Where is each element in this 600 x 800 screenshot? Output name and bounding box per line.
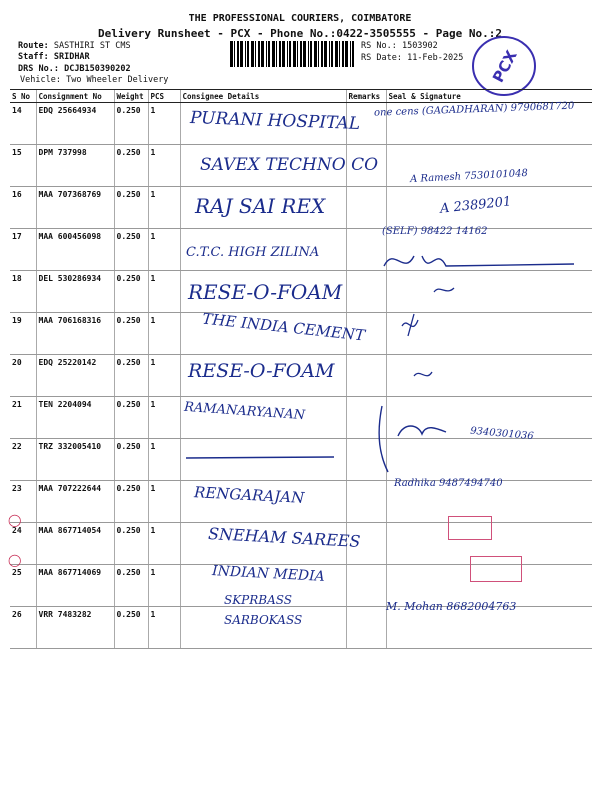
barcode-bar [282, 41, 285, 67]
consignee-23: RENGARAJAN [193, 483, 305, 507]
consignment-cell: MAA 706168316 [36, 313, 114, 355]
signature-14: one cens (GAGADHARAN) 9790681720 [373, 100, 575, 119]
col-signature: Seal & Signature [386, 90, 592, 103]
consignee-26: SKPRBASS SARBOKASS [224, 593, 303, 627]
consignment-cell: TRZ 332005410 [36, 439, 114, 481]
barcode-bar [300, 41, 302, 67]
consignment-cell: MAA 707222644 [36, 481, 114, 523]
pcs-cell: 1 [148, 355, 180, 397]
route-line: Route: SASTHIRI ST CMS [18, 41, 131, 51]
weight-cell: 0.250 [114, 565, 148, 607]
signature-26: M. Mohan 8682004763 [386, 600, 517, 613]
barcode-bar [276, 41, 277, 67]
col-sno: S No [10, 90, 36, 103]
consignee-22-scribble [184, 444, 344, 464]
barcode-bar [324, 41, 327, 67]
weight-cell: 0.250 [114, 439, 148, 481]
barcode-bar [258, 41, 260, 67]
consignment-cell: VRR 7483282 [36, 607, 114, 649]
consignment-cell: EDQ 25664934 [36, 103, 114, 145]
barcode [230, 41, 356, 67]
svg-text:PCX: PCX [489, 47, 521, 86]
runsheet-title: Delivery Runsheet - PCX - Phone No.:0422-3505555 - Page No.:2 [98, 27, 502, 40]
sno-cell: 15 [10, 145, 36, 187]
pcs-cell: 1 [148, 523, 180, 565]
weight-cell: 0.250 [114, 397, 148, 439]
weight-cell: 0.250 [114, 187, 148, 229]
weight-cell: 0.250 [114, 607, 148, 649]
col-consignee: Consignee Details [180, 90, 346, 103]
consignee-25: INDIAN MEDIA [211, 563, 326, 585]
company-name: THE PROFESSIONAL COURIERS, COIMBATORE [188, 13, 412, 24]
barcode-bar [237, 41, 239, 67]
barcode-bar [272, 41, 275, 67]
sno-cell: 24 [10, 523, 36, 565]
sno-cell: 17 [10, 229, 36, 271]
remarks-cell [346, 565, 386, 607]
consignee-17: C.T.C. HIGH ZILINA [186, 245, 320, 260]
consignee-18: RESE-O-FOAM [188, 280, 343, 304]
barcode-bar [245, 41, 246, 67]
barcode-bar [303, 41, 306, 67]
barcode-bar [297, 41, 298, 67]
weight-cell: 0.250 [114, 145, 148, 187]
pcs-cell: 1 [148, 187, 180, 229]
pcs-cell: 1 [148, 271, 180, 313]
signature-23: Radhika 9487494740 [394, 478, 503, 489]
barcode-bar [266, 41, 267, 67]
pcs-cell: 1 [148, 439, 180, 481]
barcode-bar [308, 41, 309, 67]
consignment-cell: EDQ 25220142 [36, 355, 114, 397]
pcs-cell: 1 [148, 607, 180, 649]
circle-mark-24: ◯ [8, 513, 22, 527]
barcode-bar [352, 41, 354, 67]
barcode-bar [339, 41, 340, 67]
sno-cell: 18 [10, 271, 36, 313]
weight-cell: 0.250 [114, 481, 148, 523]
weight-cell: 0.250 [114, 313, 148, 355]
circle-mark-25: ◯ [8, 553, 22, 567]
barcode-bar [268, 41, 270, 67]
barcode-bar [314, 41, 317, 67]
consignment-cell: MAA 867714069 [36, 565, 114, 607]
barcode-bar [293, 41, 296, 67]
barcode-bar [279, 41, 281, 67]
consignee-20: RESE-O-FOAM [188, 360, 335, 382]
weight-cell: 0.250 [114, 271, 148, 313]
consignee-21: RAMANARYANAN [183, 399, 306, 424]
sno-cell: 25 [10, 565, 36, 607]
consignee-15: SAVEX TECHNO CO [200, 155, 379, 175]
barcode-bar [287, 41, 288, 67]
pcs-cell: 1 [148, 103, 180, 145]
barcode-bar [321, 41, 323, 67]
sno-cell: 20 [10, 355, 36, 397]
weight-cell: 0.250 [114, 355, 148, 397]
consignee-19: THE INDIA CEMENT [201, 309, 366, 345]
pcs-cell: 1 [148, 313, 180, 355]
barcode-bar [255, 41, 256, 67]
stamp-box-25 [470, 556, 522, 582]
remarks-cell [346, 607, 386, 649]
consignment-cell: MAA 600456098 [36, 229, 114, 271]
col-remarks: Remarks [346, 90, 386, 103]
pcs-cell: 1 [148, 145, 180, 187]
vehicle-line: Vehicle: Two Wheeler Delivery [20, 75, 169, 85]
barcode-bar [234, 41, 235, 67]
pcs-cell: 1 [148, 229, 180, 271]
signature-15: A Ramesh 7530101048 [409, 167, 529, 186]
barcode-bar [310, 41, 312, 67]
barcode-bar [331, 41, 333, 67]
barcode-bar [350, 41, 351, 67]
rs-date-line: RS Date: 11-Feb-2025 [361, 53, 464, 63]
consignment-cell: DEL 530286934 [36, 271, 114, 313]
weight-cell: 0.250 [114, 523, 148, 565]
signature-22: 9340301036 [469, 425, 535, 443]
consignee-14: PURANI HOSPITAL [189, 108, 361, 134]
staff-line: Staff: SRIDHAR [18, 52, 90, 62]
stamp-box-24 [448, 516, 492, 540]
signature-16: A 2389201 [439, 194, 513, 217]
sno-cell: 16 [10, 187, 36, 229]
consignment-cell: MAA 707368769 [36, 187, 114, 229]
pcs-cell: 1 [148, 397, 180, 439]
weight-cell: 0.250 [114, 229, 148, 271]
col-consignment: Consignment No [36, 90, 114, 103]
barcode-bar [329, 41, 330, 67]
pcs-cell: 1 [148, 481, 180, 523]
table-header-row [10, 90, 592, 103]
consignee-16: RAJ SAI REX [195, 194, 326, 218]
barcode-bar [289, 41, 291, 67]
consignment-cell: DPM 737998 [36, 145, 114, 187]
barcode-bar [318, 41, 319, 67]
barcode-bar [230, 41, 233, 67]
barcode-bar [342, 41, 344, 67]
signature-17: (SELF) 98422 14162 [382, 226, 488, 237]
sno-cell: 21 [10, 397, 36, 439]
sno-cell: 14 [10, 103, 36, 145]
barcode-bar [261, 41, 264, 67]
barcode-bar [247, 41, 249, 67]
sno-cell: 22 [10, 439, 36, 481]
consignee-24: SNEHAM SAREES [207, 524, 361, 551]
drs-line: DRS No.: DCJB150390202 [18, 64, 131, 74]
consignment-cell: TEN 2204094 [36, 397, 114, 439]
sno-cell: 23 [10, 481, 36, 523]
signature-scribbles [374, 236, 584, 556]
consignment-cell: MAA 867714054 [36, 523, 114, 565]
weight-cell: 0.250 [114, 103, 148, 145]
remarks-cell [346, 187, 386, 229]
barcode-bar [345, 41, 348, 67]
col-weight: Weight [114, 90, 148, 103]
col-pcs: PCS [148, 90, 180, 103]
barcode-bar [240, 41, 243, 67]
sno-cell: 19 [10, 313, 36, 355]
pcs-cell: 1 [148, 565, 180, 607]
sno-cell: 26 [10, 607, 36, 649]
barcode-bar [335, 41, 338, 67]
barcode-bar [251, 41, 254, 67]
rs-no-line: RS No.: 1503902 [361, 41, 438, 51]
